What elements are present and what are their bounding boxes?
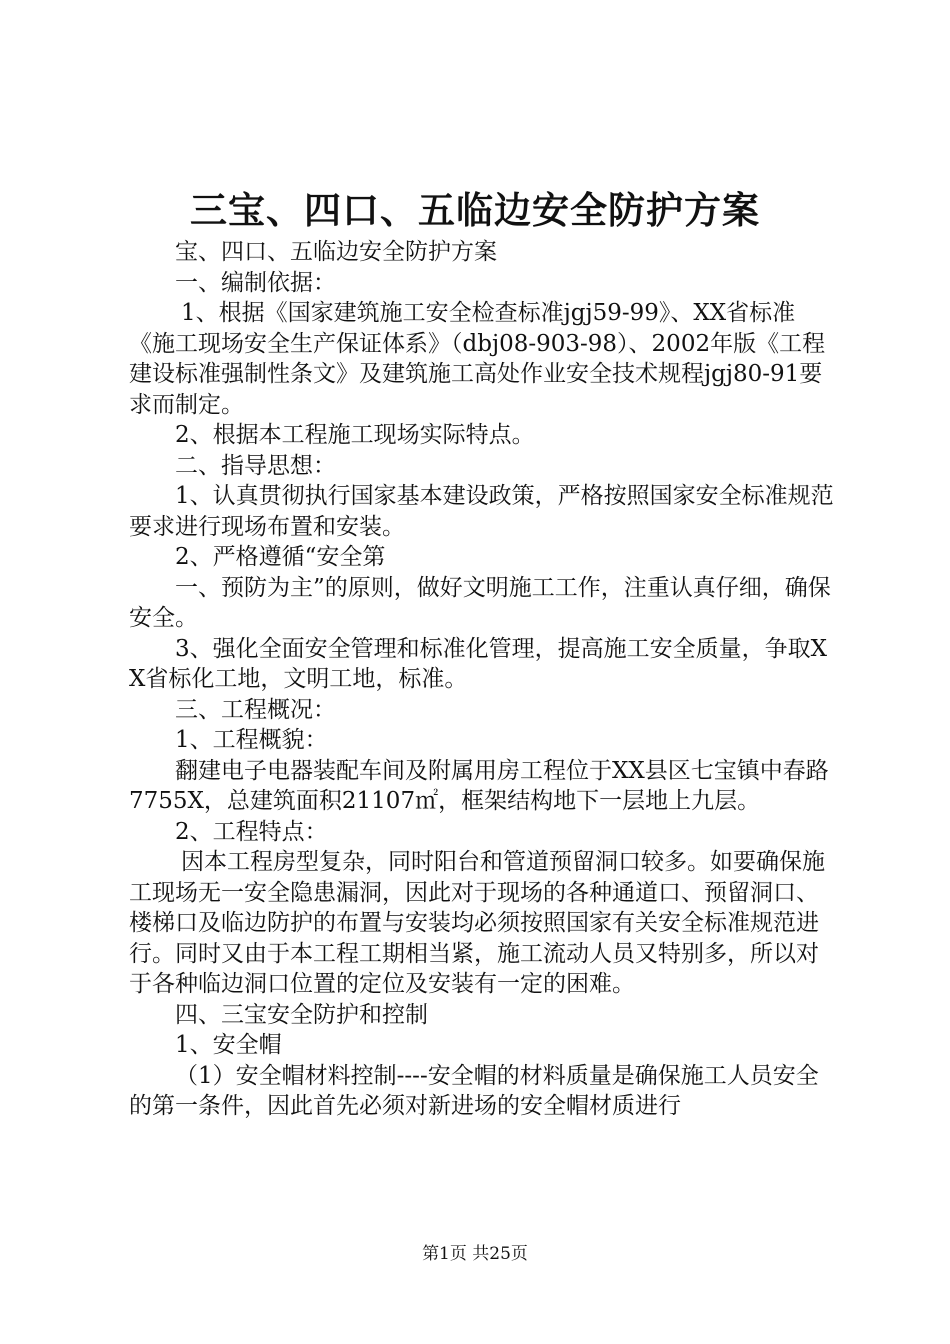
paragraph: 一、预防为主”的原则，做好文明施工工作，注重认真仔细，确保安全。 xyxy=(129,574,831,631)
document-title: 三宝、四口、五临边安全防护方案 xyxy=(190,188,760,232)
paragraph: （1）安全帽材料控制----安全帽的材料质量是确保施工人员安全的第一条件，因此首先必须对新进场的安全帽材质进行 xyxy=(129,1062,819,1119)
section-heading: 四、三宝安全防护和控制 xyxy=(175,1001,428,1028)
paragraph: 1、认真贯彻执行国家基本建设政策，严格按照国家安全标准规范要求进行现场布置和安装。 xyxy=(129,483,834,540)
page-number: 第1页 共25页 xyxy=(422,1244,528,1264)
paragraph: 2、根据本工程施工现场实际特点。 xyxy=(175,422,535,448)
paragraph: 因本工程房型复杂，同时阳台和管道预留洞口较多。如要确保施工现场无一安全隐患漏洞，因此对于现场的各种通道口、预留洞口、楼梯口及临边防护的布置与安装均必须按照国家有关安全标准规范进行。同时又由于本工程工期相当紧，施工流动人员又特别多，所以对于各种临边洞口位置的定位及安装有一定的困难。 xyxy=(129,849,825,997)
document-body xyxy=(129,237,834,1122)
section-heading: 三、工程概况： xyxy=(175,696,336,723)
paragraph: 2、严格遵循“安全第 xyxy=(175,544,386,570)
subsection-heading: 2、工程特点： xyxy=(175,818,328,845)
subsection-heading: 1、安全帽 xyxy=(175,1032,282,1058)
paragraph: 3、强化全面安全管理和标准化管理，提高施工安全质量，争取XX省标化工地，文明工地，标准。 xyxy=(129,635,828,692)
section-heading: 一、编制依据： xyxy=(175,269,336,296)
paragraph: 宝、四口、五临边安全防护方案 xyxy=(175,239,497,265)
paragraph: 翻建电子电器装配车间及附属用房工程位于XX县区七宝镇中春路7755X，总建筑面积21107㎡，框架结构地下一层地上九层。 xyxy=(129,757,829,814)
paragraph: 1、根据《国家建筑施工安全检查标准jgj59-99》、XX省标准《施工现场安全生产保证体系》（dbj08-903-98）、2002年版《工程建设标准强制性条文》及建筑施工高处作业安全技术规程jgj80-91要求而制定。 xyxy=(129,300,826,418)
section-heading: 二、指导思想： xyxy=(175,452,336,479)
subsection-heading: 1、工程概貌： xyxy=(175,727,328,753)
